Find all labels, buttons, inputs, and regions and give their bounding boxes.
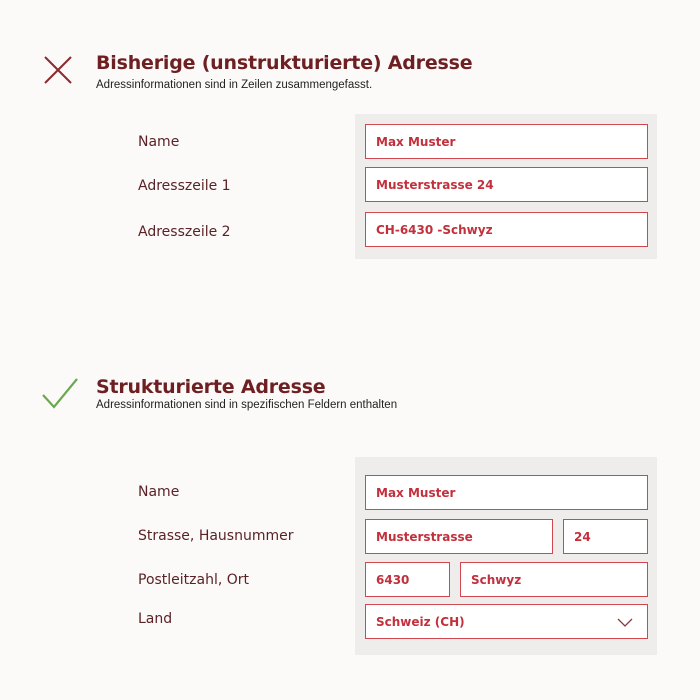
name-field[interactable]: Max Muster bbox=[365, 124, 648, 159]
address-line-1-field[interactable]: Musterstrasse 24 bbox=[365, 167, 648, 202]
street-field[interactable]: Musterstrasse bbox=[365, 519, 553, 554]
name-field[interactable]: Max Muster bbox=[365, 475, 648, 510]
unstructured-form-panel bbox=[355, 114, 657, 259]
structured-subtitle: Adressinformationen sind in spezifischen Feldern enthalten bbox=[96, 399, 398, 411]
label-name: Name bbox=[138, 134, 180, 150]
postal-code-field[interactable]: 6430 bbox=[365, 562, 450, 597]
x-mark-icon bbox=[44, 56, 72, 84]
unstructured-title: Bisherige (unstrukturierte) Adresse bbox=[96, 52, 473, 74]
label-address-line-1: Adresszeile 1 bbox=[138, 178, 231, 194]
label-country: Land bbox=[138, 611, 173, 627]
structured-title: Strukturierte Adresse bbox=[96, 376, 326, 398]
house-number-field[interactable]: 24 bbox=[563, 519, 648, 554]
city-field[interactable]: Schwyz bbox=[460, 562, 648, 597]
chevron-down-icon bbox=[617, 618, 633, 627]
label-postal-code-city: Postleitzahl, Ort bbox=[138, 572, 250, 588]
country-select-value: Schweiz (CH) bbox=[376, 614, 465, 629]
country-select[interactable] bbox=[365, 604, 648, 639]
label-name: Name bbox=[138, 484, 180, 500]
checkmark-icon bbox=[42, 378, 78, 410]
label-street-house-number: Strasse, Hausnummer bbox=[138, 528, 294, 544]
unstructured-subtitle: Adressinformationen sind in Zeilen zusammengefasst. bbox=[96, 79, 373, 91]
label-address-line-2: Adresszeile 2 bbox=[138, 224, 231, 240]
structured-form-panel bbox=[355, 457, 657, 655]
address-line-2-field[interactable]: CH-6430 -Schwyz bbox=[365, 212, 648, 247]
